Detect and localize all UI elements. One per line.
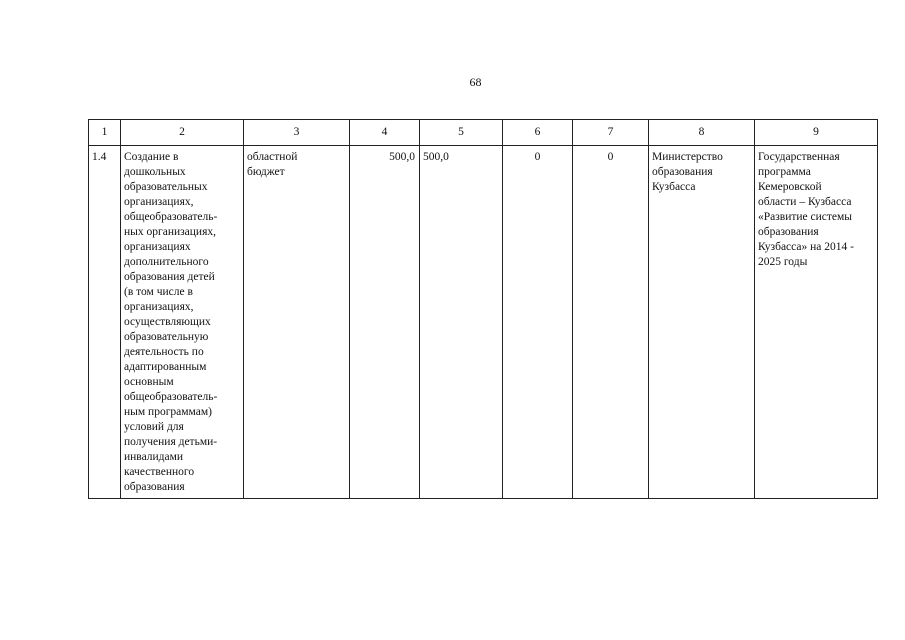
value-cell-5: 500,0 [420,146,503,499]
measure-description-cell: Создание в дошкольных образовательных организациях, общеобразователь- ных организациях, организациях дополнительного образования детей (в том числе в организациях, осуществляющих образовательную деятельность по адаптированным основным общеобразователь- ным программам) условий для получения детьми- инвалидами качественного образования [121,146,244,499]
header-cell-1: 1 [89,120,121,146]
value-cell-6: 0 [503,146,573,499]
header-cell-7: 7 [573,120,649,146]
program-table [88,119,878,499]
value-cell-7: 0 [573,146,649,499]
table-row [89,146,878,499]
header-cell-4: 4 [350,120,420,146]
header-cell-8: 8 [649,120,755,146]
header-cell-2: 2 [121,120,244,146]
funding-source-cell: областной бюджет [244,146,350,499]
header-cell-3: 3 [244,120,350,146]
value-cell-4: 500,0 [350,146,420,499]
header-cell-9: 9 [755,120,878,146]
row-number-cell: 1.4 [89,146,121,499]
table-header-row [89,120,878,146]
header-cell-6: 6 [503,120,573,146]
program-cell: Государственная программа Кемеровской области – Кузбасса «Развитие системы образования Кузбасса» на 2014 - 2025 годы [755,146,878,499]
page-number: 68 [469,75,482,89]
executor-cell: Министерство образования Кузбасса [649,146,755,499]
header-cell-5: 5 [420,120,503,146]
